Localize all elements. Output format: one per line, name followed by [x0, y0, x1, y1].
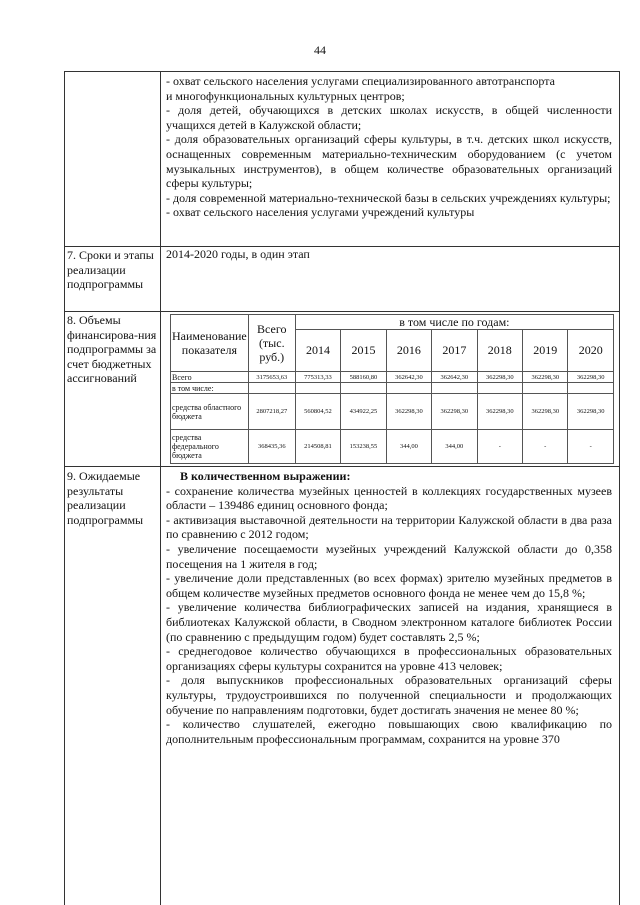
cell-value	[432, 383, 477, 394]
cell-value: -	[523, 430, 568, 464]
table-border-top	[64, 71, 620, 72]
row-total: 2807218,27	[248, 394, 295, 430]
row7-label: 7. Сроки и этапы реализации подпрограммы	[67, 248, 154, 292]
row-divider	[64, 246, 620, 247]
year-header: 2017	[432, 330, 477, 372]
cell-value: 362642,30	[386, 372, 431, 383]
cell-value	[568, 383, 614, 394]
years-header: в том числе по годам:	[295, 315, 613, 330]
cell-value: -	[568, 430, 614, 464]
list-item: - доля современной материально-технической базы в сельских учреждениях культуры;	[166, 190, 611, 205]
cell-value: 362298,30	[477, 372, 522, 383]
table-column-divider	[160, 71, 161, 905]
cell-value: 560804,52	[295, 394, 340, 430]
list-item: - сохранение количества музейных ценностей в коллекциях государственных музеев области – 139486 единиц основного фонда;	[166, 483, 612, 513]
row7-value: 2014-2020 годы, в один этап	[166, 247, 310, 261]
row-label: средства федерального бюджета	[171, 430, 249, 464]
cell-value	[341, 383, 386, 394]
list-item: - среднегодовое количество обучающихся в профессиональных образовательных организациях сферы культуры сохранится на уровне 413 человек;	[166, 644, 612, 673]
list-item: - охват сельского населения услугами специализированного автотранспорта	[166, 74, 555, 88]
row8-label: 8. Объемы финансирова-ния подпрограммы за счет бюджетных ассигнований	[67, 313, 157, 386]
year-header: 2015	[341, 330, 386, 372]
year-header: 2014	[295, 330, 340, 372]
col-name-header: Наименование показателя	[171, 315, 249, 372]
indicators-list	[166, 74, 612, 220]
year-header: 2016	[386, 330, 431, 372]
list-item: - доля выпускников профессиональных образовательных организаций сферы культуры, трудоустроившихся по полученной специальности и продолжающих обучение по направлениям подготовки, будет достигать значения не менее 80 %;	[166, 673, 612, 717]
cell-value	[295, 383, 340, 394]
year-header: 2020	[568, 330, 614, 372]
row-label: в том числе:	[171, 383, 249, 394]
cell-value: 344,00	[432, 430, 477, 464]
cell-value: 362298,30	[523, 372, 568, 383]
results-heading: В количественном выражении	[180, 469, 347, 483]
cell-value: 362298,30	[568, 372, 614, 383]
col-total-header: Всего (тыс. руб.)	[248, 315, 295, 372]
list-item: - охват сельского населения услугами учреждений культуры	[166, 205, 475, 220]
list-item: - активизация выставочной деятельности на территории Калужской области в два раза по сравнению с 2012 годом;	[166, 512, 612, 542]
results-list: В количественном выражении: - сохранение количества музейных ценностей в коллекциях государственных музеев области – 139486 единиц основного фонда; - активизация выставочной деятельности на территории Калужской области в два раза по сравнению с 2012 годом; - увеличение посещаемости музейных учреждений Калужской области до 0,358 посещения на 1 жителя в год; - увеличение доли представленных (во всех формах) зрителю музейных предметов в общем количестве музейных предметов основного фонда не менее чем до 15,8 %; - увеличение количества библиографических записей на издания, хранящиеся в библиотеках Калужской области, в Сводном электронном каталоге библиотек России (по сравнению с предыдущим годом) будет составлять 2,5 %; - среднегодовое количество обучающихся в профессиональных образовательных организациях сферы культуры сохранится на уровне 413 человек; - доля выпускников профессиональных образовательных организаций сферы культуры, трудоустроившихся по полученной специальности и продолжающих обучение по направлениям подготовки, будет достигать значения не менее 80 %; - количество слушателей, ежегодно повышающих свою квалификацию по дополнительным профессиональным программам, сохранится на уровне 370	[166, 469, 612, 746]
row-divider	[64, 466, 620, 467]
cell-value	[523, 383, 568, 394]
year-header: 2019	[523, 330, 568, 372]
row-total: 3175653,63	[248, 372, 295, 383]
cell-value: 344,00	[386, 430, 431, 464]
cell-value: 153238,55	[341, 430, 386, 464]
table-row	[171, 430, 614, 464]
cell-value: 588160,80	[341, 372, 386, 383]
row-label: Всего	[171, 372, 249, 383]
table-border-left	[64, 71, 65, 905]
passport-table	[64, 71, 620, 905]
year-header: 2018	[477, 330, 522, 372]
cell-value: 362298,30	[432, 394, 477, 430]
list-item: и многофункциональных культурных центров;	[166, 88, 405, 103]
row9-label: 9. Ожидаемые результаты реализации подпрограммы	[67, 469, 144, 527]
list-item: - увеличение посещаемости музейных учреждений Калужской области до 0,358 посещения на 1 жителя в год;	[166, 541, 612, 571]
cell-value: 362298,30	[477, 394, 522, 430]
cell-value: 434922,25	[341, 394, 386, 430]
list-item: - увеличение количества библиографических записей на издания, хранящиеся в библиотеках Калужской области, в Сводном электронном каталоге библиотек России (по сравнению с предыдущим годом) будет составлять 2,5 %;	[166, 600, 612, 644]
list-item: - доля образовательных организаций сферы культуры, в т.ч. детских школ искусств, оснащенных современным материально-техническим оборудованием (с учетом музыкальных инструментов), в общем количестве образовательных организаций сферы культуры;	[166, 132, 612, 191]
row-divider	[64, 311, 620, 312]
cell-value: 362642,30	[432, 372, 477, 383]
table-border-right	[619, 71, 620, 905]
row-total	[248, 383, 295, 394]
cell-value: 362298,30	[523, 394, 568, 430]
table-row	[171, 383, 614, 394]
cell-value: 775313,33	[295, 372, 340, 383]
cell-value: 214508,81	[295, 430, 340, 464]
row-total: 368435,36	[248, 430, 295, 464]
list-item: - количество слушателей, ежегодно повышающих свою квалификацию по дополнительным профессиональным программам, сохранится на уровне 370	[166, 717, 612, 746]
cell-value	[386, 383, 431, 394]
cell-value: -	[477, 430, 522, 464]
list-item: - доля детей, обучающихся в детских школах искусств, в общей численности учащихся детей в Калужской области;	[166, 103, 612, 132]
list-item: - увеличение доли представленных (во всех формах) зрителю музейных предметов в общем количестве музейных предметов основного фонда не менее чем до 15,8 %;	[166, 571, 612, 600]
table-row	[171, 394, 614, 430]
table-row	[171, 372, 614, 383]
cell-value: 362298,30	[386, 394, 431, 430]
cell-value	[477, 383, 522, 394]
cell-value: 362298,30	[568, 394, 614, 430]
page-number: 44	[314, 43, 326, 57]
row-label: средства областного бюджета	[171, 394, 249, 430]
financing-table	[170, 314, 614, 464]
